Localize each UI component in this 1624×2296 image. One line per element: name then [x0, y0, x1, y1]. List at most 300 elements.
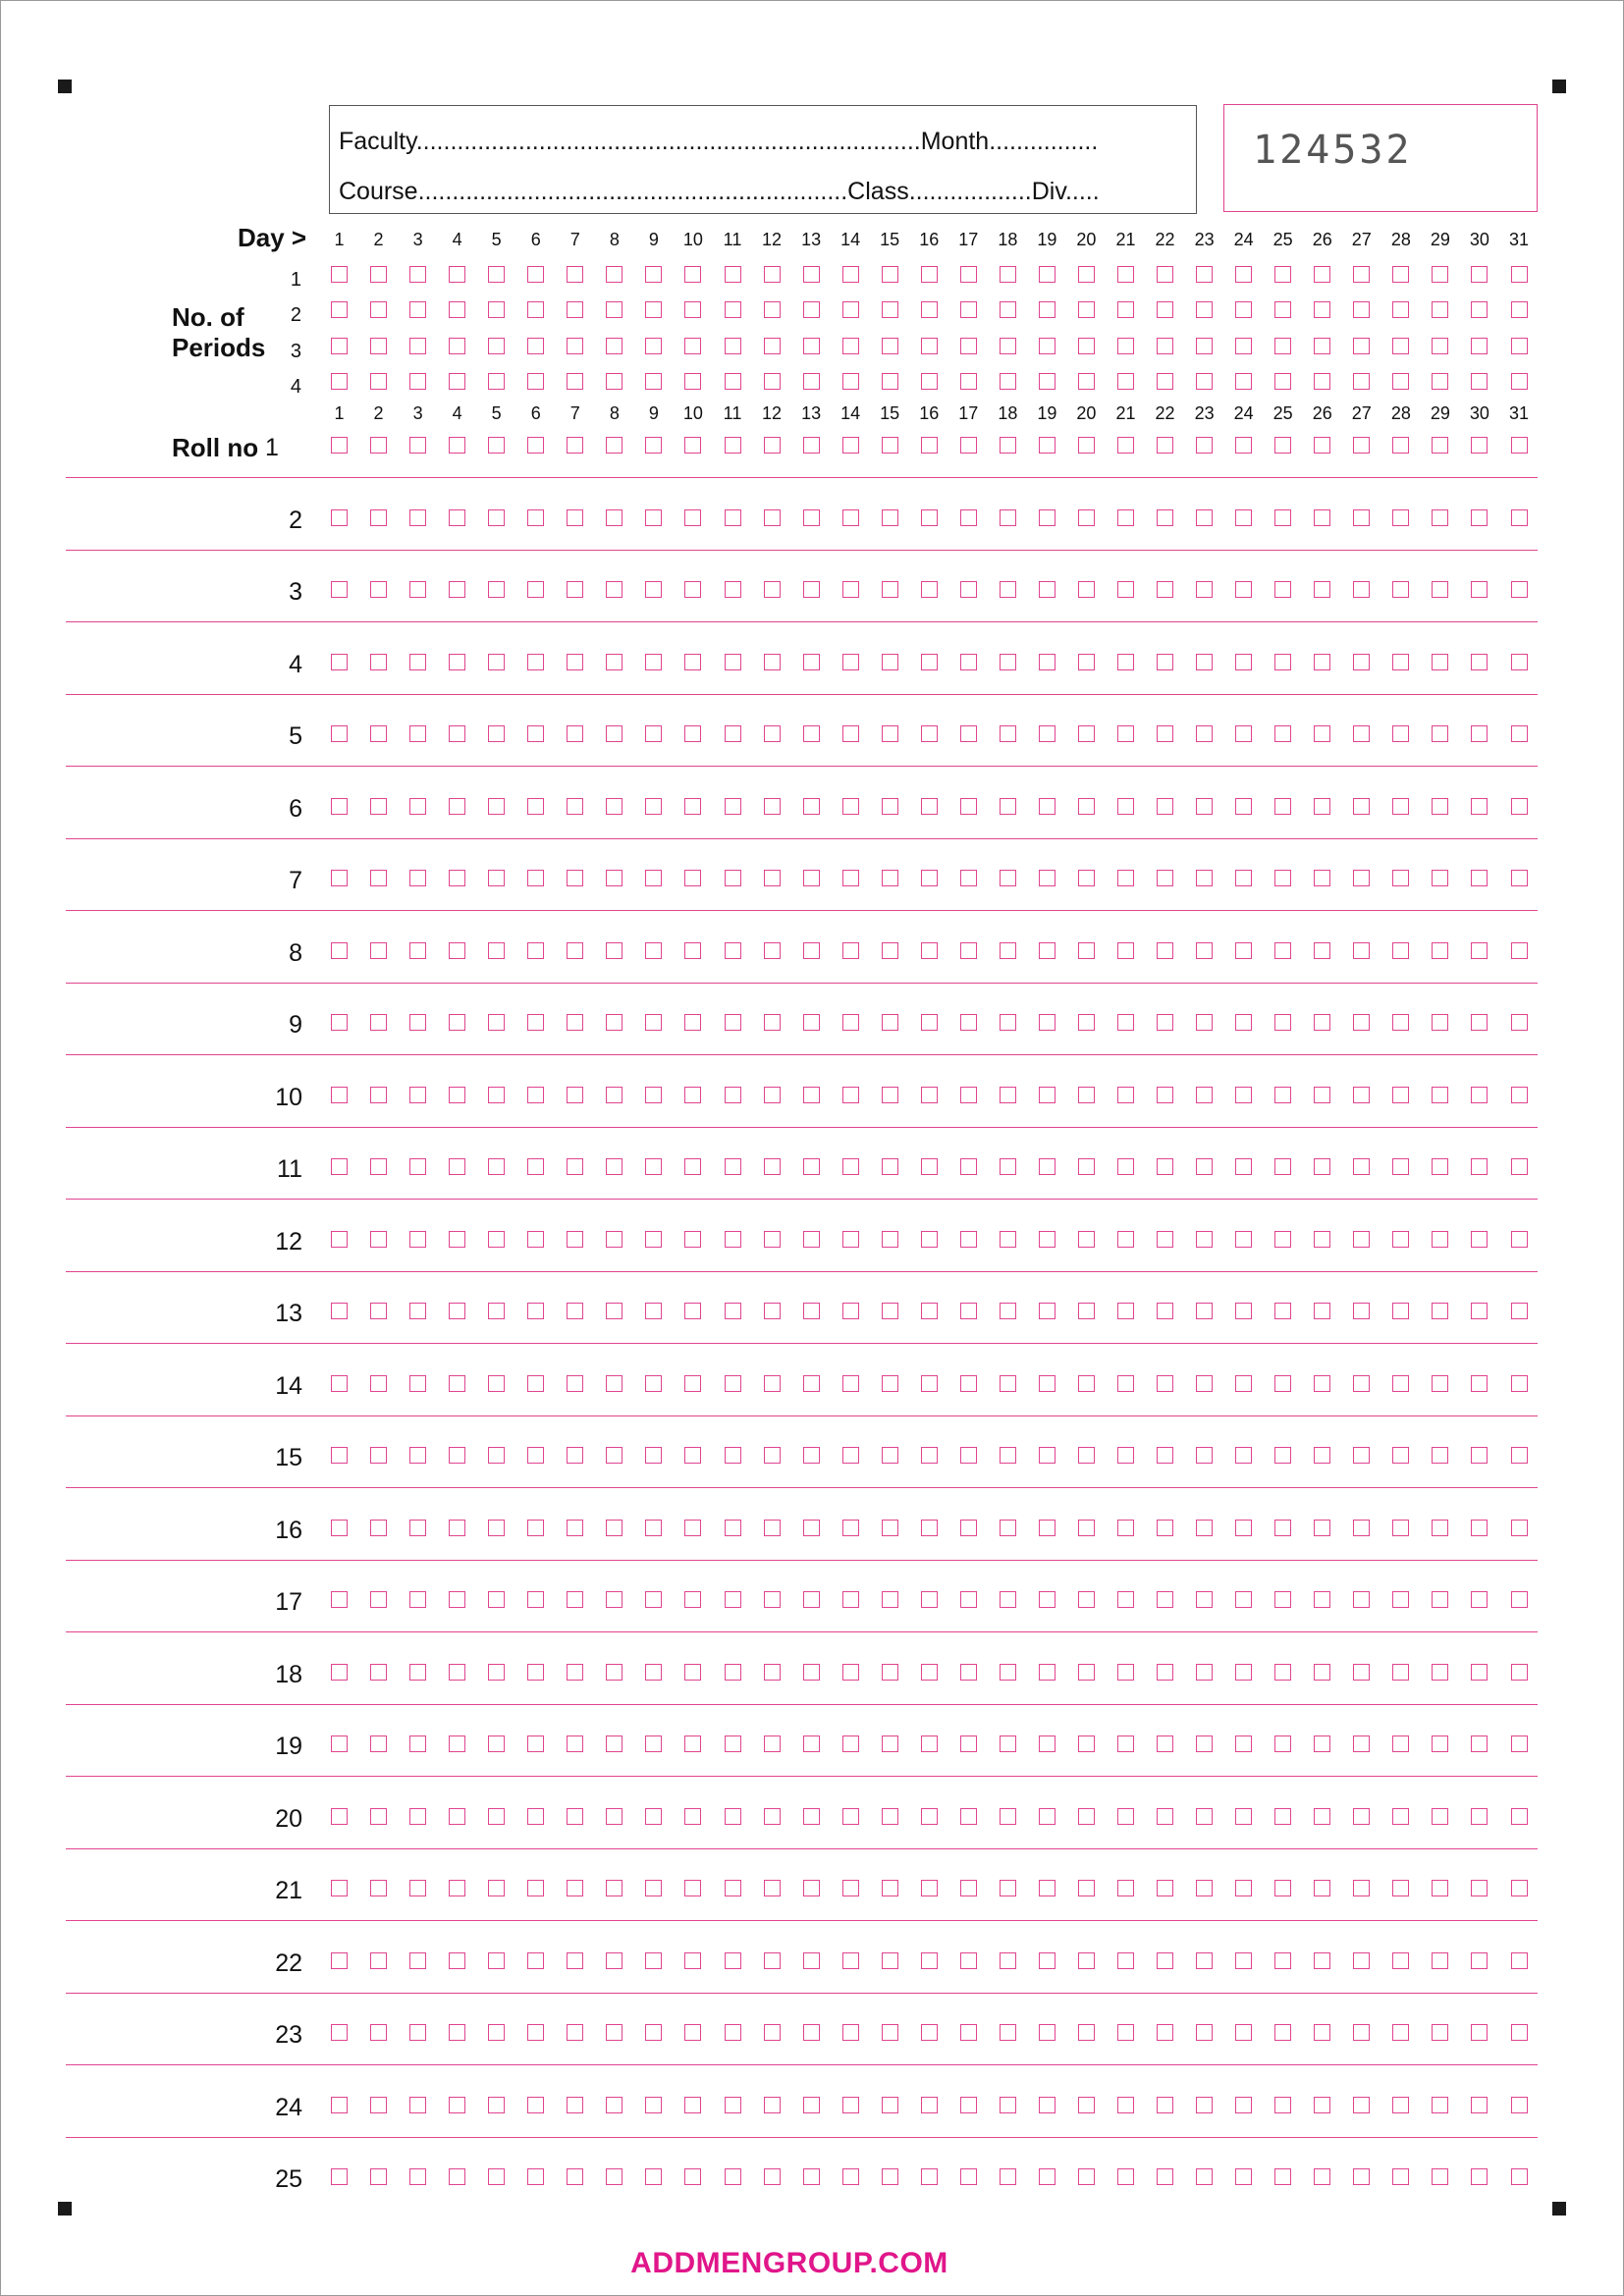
roll-23-day-3-checkbox[interactable] [409, 2024, 426, 2041]
roll-23-day-7-checkbox[interactable] [567, 2024, 583, 2041]
roll-3-day-10-checkbox[interactable] [684, 581, 701, 598]
roll-4-day-11-checkbox[interactable] [725, 654, 741, 670]
roll-6-day-8-checkbox[interactable] [606, 798, 623, 815]
roll-9-day-10-checkbox[interactable] [684, 1014, 701, 1031]
roll-10-day-20-checkbox[interactable] [1078, 1087, 1095, 1103]
period-2-day-13-checkbox[interactable] [803, 301, 820, 318]
period-2-day-30-checkbox[interactable] [1471, 301, 1488, 318]
roll-11-day-4-checkbox[interactable] [449, 1158, 465, 1175]
roll-20-day-26-checkbox[interactable] [1314, 1808, 1330, 1825]
roll-15-day-31-checkbox[interactable] [1511, 1447, 1528, 1464]
roll-21-day-14-checkbox[interactable] [842, 1880, 859, 1896]
roll-13-day-15-checkbox[interactable] [882, 1303, 898, 1319]
roll-18-day-21-checkbox[interactable] [1117, 1664, 1134, 1681]
roll-2-day-13-checkbox[interactable] [803, 509, 820, 526]
roll-4-day-15-checkbox[interactable] [882, 654, 898, 670]
period-4-day-27-checkbox[interactable] [1353, 373, 1370, 390]
roll-22-day-9-checkbox[interactable] [645, 1952, 662, 1969]
roll-2-day-21-checkbox[interactable] [1117, 509, 1134, 526]
roll-14-day-27-checkbox[interactable] [1353, 1375, 1370, 1392]
roll-9-day-20-checkbox[interactable] [1078, 1014, 1095, 1031]
roll-10-day-3-checkbox[interactable] [409, 1087, 426, 1103]
roll-24-day-29-checkbox[interactable] [1432, 2097, 1448, 2113]
roll-22-day-21-checkbox[interactable] [1117, 1952, 1134, 1969]
roll-22-day-20-checkbox[interactable] [1078, 1952, 1095, 1969]
period-2-day-1-checkbox[interactable] [331, 301, 348, 318]
roll-16-day-16-checkbox[interactable] [921, 1520, 938, 1536]
roll-11-day-9-checkbox[interactable] [645, 1158, 662, 1175]
period-2-day-18-checkbox[interactable] [1000, 301, 1016, 318]
roll-20-day-27-checkbox[interactable] [1353, 1808, 1370, 1825]
period-1-day-6-checkbox[interactable] [527, 266, 544, 283]
period-3-day-15-checkbox[interactable] [882, 338, 898, 354]
period-4-day-16-checkbox[interactable] [921, 373, 938, 390]
roll-6-day-26-checkbox[interactable] [1314, 798, 1330, 815]
roll-20-day-21-checkbox[interactable] [1117, 1808, 1134, 1825]
roll-21-day-8-checkbox[interactable] [606, 1880, 623, 1896]
roll-14-day-3-checkbox[interactable] [409, 1375, 426, 1392]
roll-4-day-5-checkbox[interactable] [488, 654, 505, 670]
roll-6-day-5-checkbox[interactable] [488, 798, 505, 815]
roll-10-day-8-checkbox[interactable] [606, 1087, 623, 1103]
period-1-day-12-checkbox[interactable] [764, 266, 781, 283]
roll-9-day-6-checkbox[interactable] [527, 1014, 544, 1031]
roll-19-day-22-checkbox[interactable] [1157, 1735, 1173, 1752]
roll-17-day-30-checkbox[interactable] [1471, 1591, 1488, 1608]
roll-19-day-17-checkbox[interactable] [960, 1735, 977, 1752]
roll-19-day-25-checkbox[interactable] [1274, 1735, 1291, 1752]
roll-20-day-10-checkbox[interactable] [684, 1808, 701, 1825]
period-1-day-1-checkbox[interactable] [331, 266, 348, 283]
roll-23-day-18-checkbox[interactable] [1000, 2024, 1016, 2041]
roll-1-day-16-checkbox[interactable] [921, 437, 938, 454]
roll-4-day-7-checkbox[interactable] [567, 654, 583, 670]
roll-5-day-11-checkbox[interactable] [725, 725, 741, 742]
roll-6-day-11-checkbox[interactable] [725, 798, 741, 815]
roll-18-day-3-checkbox[interactable] [409, 1664, 426, 1681]
roll-23-day-14-checkbox[interactable] [842, 2024, 859, 2041]
roll-18-day-7-checkbox[interactable] [567, 1664, 583, 1681]
roll-14-day-6-checkbox[interactable] [527, 1375, 544, 1392]
roll-1-day-27-checkbox[interactable] [1353, 437, 1370, 454]
roll-1-day-2-checkbox[interactable] [370, 437, 387, 454]
roll-9-day-3-checkbox[interactable] [409, 1014, 426, 1031]
roll-22-day-1-checkbox[interactable] [331, 1952, 348, 1969]
roll-25-day-24-checkbox[interactable] [1235, 2168, 1252, 2185]
roll-9-day-25-checkbox[interactable] [1274, 1014, 1291, 1031]
roll-22-day-17-checkbox[interactable] [960, 1952, 977, 1969]
roll-13-day-31-checkbox[interactable] [1511, 1303, 1528, 1319]
roll-6-day-18-checkbox[interactable] [1000, 798, 1016, 815]
period-1-day-19-checkbox[interactable] [1039, 266, 1056, 283]
roll-12-day-10-checkbox[interactable] [684, 1231, 701, 1248]
roll-25-day-28-checkbox[interactable] [1392, 2168, 1409, 2185]
roll-14-day-23-checkbox[interactable] [1196, 1375, 1213, 1392]
roll-14-day-14-checkbox[interactable] [842, 1375, 859, 1392]
roll-7-day-11-checkbox[interactable] [725, 870, 741, 886]
roll-17-day-31-checkbox[interactable] [1511, 1591, 1528, 1608]
roll-1-day-1-checkbox[interactable] [331, 437, 348, 454]
roll-19-day-8-checkbox[interactable] [606, 1735, 623, 1752]
roll-9-day-23-checkbox[interactable] [1196, 1014, 1213, 1031]
roll-3-day-20-checkbox[interactable] [1078, 581, 1095, 598]
roll-16-day-26-checkbox[interactable] [1314, 1520, 1330, 1536]
roll-14-day-13-checkbox[interactable] [803, 1375, 820, 1392]
roll-18-day-15-checkbox[interactable] [882, 1664, 898, 1681]
roll-6-day-17-checkbox[interactable] [960, 798, 977, 815]
roll-3-day-4-checkbox[interactable] [449, 581, 465, 598]
roll-8-day-19-checkbox[interactable] [1039, 942, 1056, 959]
roll-20-day-28-checkbox[interactable] [1392, 1808, 1409, 1825]
roll-15-day-1-checkbox[interactable] [331, 1447, 348, 1464]
roll-14-day-30-checkbox[interactable] [1471, 1375, 1488, 1392]
roll-6-day-4-checkbox[interactable] [449, 798, 465, 815]
roll-23-day-30-checkbox[interactable] [1471, 2024, 1488, 2041]
roll-11-day-26-checkbox[interactable] [1314, 1158, 1330, 1175]
roll-15-day-3-checkbox[interactable] [409, 1447, 426, 1464]
roll-12-day-1-checkbox[interactable] [331, 1231, 348, 1248]
roll-24-day-10-checkbox[interactable] [684, 2097, 701, 2113]
roll-8-day-23-checkbox[interactable] [1196, 942, 1213, 959]
roll-12-day-8-checkbox[interactable] [606, 1231, 623, 1248]
roll-3-day-8-checkbox[interactable] [606, 581, 623, 598]
roll-20-day-17-checkbox[interactable] [960, 1808, 977, 1825]
roll-4-day-26-checkbox[interactable] [1314, 654, 1330, 670]
roll-11-day-6-checkbox[interactable] [527, 1158, 544, 1175]
roll-16-day-29-checkbox[interactable] [1432, 1520, 1448, 1536]
period-2-day-20-checkbox[interactable] [1078, 301, 1095, 318]
roll-2-day-16-checkbox[interactable] [921, 509, 938, 526]
roll-1-day-24-checkbox[interactable] [1235, 437, 1252, 454]
roll-12-day-24-checkbox[interactable] [1235, 1231, 1252, 1248]
roll-6-day-13-checkbox[interactable] [803, 798, 820, 815]
roll-20-day-13-checkbox[interactable] [803, 1808, 820, 1825]
roll-6-day-24-checkbox[interactable] [1235, 798, 1252, 815]
roll-2-day-8-checkbox[interactable] [606, 509, 623, 526]
roll-4-day-9-checkbox[interactable] [645, 654, 662, 670]
period-3-day-9-checkbox[interactable] [645, 338, 662, 354]
roll-21-day-17-checkbox[interactable] [960, 1880, 977, 1896]
period-4-day-3-checkbox[interactable] [409, 373, 426, 390]
period-4-day-13-checkbox[interactable] [803, 373, 820, 390]
roll-18-day-18-checkbox[interactable] [1000, 1664, 1016, 1681]
roll-21-day-28-checkbox[interactable] [1392, 1880, 1409, 1896]
roll-19-day-30-checkbox[interactable] [1471, 1735, 1488, 1752]
roll-16-day-21-checkbox[interactable] [1117, 1520, 1134, 1536]
roll-5-day-5-checkbox[interactable] [488, 725, 505, 742]
roll-19-day-1-checkbox[interactable] [331, 1735, 348, 1752]
roll-25-day-25-checkbox[interactable] [1274, 2168, 1291, 2185]
roll-10-day-11-checkbox[interactable] [725, 1087, 741, 1103]
roll-16-day-19-checkbox[interactable] [1039, 1520, 1056, 1536]
roll-6-day-9-checkbox[interactable] [645, 798, 662, 815]
period-1-day-13-checkbox[interactable] [803, 266, 820, 283]
roll-23-day-15-checkbox[interactable] [882, 2024, 898, 2041]
roll-23-day-10-checkbox[interactable] [684, 2024, 701, 2041]
roll-18-day-5-checkbox[interactable] [488, 1664, 505, 1681]
roll-7-day-28-checkbox[interactable] [1392, 870, 1409, 886]
roll-7-day-7-checkbox[interactable] [567, 870, 583, 886]
roll-9-day-4-checkbox[interactable] [449, 1014, 465, 1031]
roll-9-day-18-checkbox[interactable] [1000, 1014, 1016, 1031]
roll-12-day-11-checkbox[interactable] [725, 1231, 741, 1248]
roll-19-day-4-checkbox[interactable] [449, 1735, 465, 1752]
roll-14-day-24-checkbox[interactable] [1235, 1375, 1252, 1392]
roll-6-day-28-checkbox[interactable] [1392, 798, 1409, 815]
roll-8-day-28-checkbox[interactable] [1392, 942, 1409, 959]
roll-12-day-2-checkbox[interactable] [370, 1231, 387, 1248]
roll-6-day-14-checkbox[interactable] [842, 798, 859, 815]
roll-9-day-29-checkbox[interactable] [1432, 1014, 1448, 1031]
roll-18-day-16-checkbox[interactable] [921, 1664, 938, 1681]
roll-20-day-9-checkbox[interactable] [645, 1808, 662, 1825]
roll-14-day-12-checkbox[interactable] [764, 1375, 781, 1392]
roll-5-day-17-checkbox[interactable] [960, 725, 977, 742]
roll-3-day-1-checkbox[interactable] [331, 581, 348, 598]
roll-13-day-19-checkbox[interactable] [1039, 1303, 1056, 1319]
period-3-day-6-checkbox[interactable] [527, 338, 544, 354]
roll-1-day-14-checkbox[interactable] [842, 437, 859, 454]
period-1-day-23-checkbox[interactable] [1196, 266, 1213, 283]
period-3-day-17-checkbox[interactable] [960, 338, 977, 354]
roll-10-day-23-checkbox[interactable] [1196, 1087, 1213, 1103]
roll-9-day-31-checkbox[interactable] [1511, 1014, 1528, 1031]
roll-24-day-9-checkbox[interactable] [645, 2097, 662, 2113]
roll-24-day-13-checkbox[interactable] [803, 2097, 820, 2113]
roll-2-day-31-checkbox[interactable] [1511, 509, 1528, 526]
period-3-day-14-checkbox[interactable] [842, 338, 859, 354]
roll-8-day-13-checkbox[interactable] [803, 942, 820, 959]
roll-21-day-7-checkbox[interactable] [567, 1880, 583, 1896]
roll-14-day-19-checkbox[interactable] [1039, 1375, 1056, 1392]
period-3-day-22-checkbox[interactable] [1157, 338, 1173, 354]
period-2-day-14-checkbox[interactable] [842, 301, 859, 318]
faculty-month-line[interactable]: Faculty..........................................................................Month................ [339, 128, 1099, 155]
roll-3-day-27-checkbox[interactable] [1353, 581, 1370, 598]
roll-11-day-14-checkbox[interactable] [842, 1158, 859, 1175]
roll-21-day-31-checkbox[interactable] [1511, 1880, 1528, 1896]
period-2-day-27-checkbox[interactable] [1353, 301, 1370, 318]
roll-11-day-3-checkbox[interactable] [409, 1158, 426, 1175]
period-3-day-1-checkbox[interactable] [331, 338, 348, 354]
period-4-day-17-checkbox[interactable] [960, 373, 977, 390]
roll-18-day-22-checkbox[interactable] [1157, 1664, 1173, 1681]
roll-18-day-17-checkbox[interactable] [960, 1664, 977, 1681]
roll-6-day-16-checkbox[interactable] [921, 798, 938, 815]
roll-6-day-25-checkbox[interactable] [1274, 798, 1291, 815]
period-1-day-11-checkbox[interactable] [725, 266, 741, 283]
roll-16-day-9-checkbox[interactable] [645, 1520, 662, 1536]
period-3-day-11-checkbox[interactable] [725, 338, 741, 354]
roll-2-day-1-checkbox[interactable] [331, 509, 348, 526]
period-1-day-15-checkbox[interactable] [882, 266, 898, 283]
period-1-day-25-checkbox[interactable] [1274, 266, 1291, 283]
roll-7-day-2-checkbox[interactable] [370, 870, 387, 886]
roll-13-day-3-checkbox[interactable] [409, 1303, 426, 1319]
roll-16-day-10-checkbox[interactable] [684, 1520, 701, 1536]
roll-2-day-5-checkbox[interactable] [488, 509, 505, 526]
period-2-day-31-checkbox[interactable] [1511, 301, 1528, 318]
period-4-day-18-checkbox[interactable] [1000, 373, 1016, 390]
roll-15-day-24-checkbox[interactable] [1235, 1447, 1252, 1464]
roll-25-day-12-checkbox[interactable] [764, 2168, 781, 2185]
roll-23-day-13-checkbox[interactable] [803, 2024, 820, 2041]
roll-17-day-2-checkbox[interactable] [370, 1591, 387, 1608]
roll-18-day-11-checkbox[interactable] [725, 1664, 741, 1681]
roll-21-day-9-checkbox[interactable] [645, 1880, 662, 1896]
period-2-day-4-checkbox[interactable] [449, 301, 465, 318]
roll-10-day-24-checkbox[interactable] [1235, 1087, 1252, 1103]
roll-2-day-7-checkbox[interactable] [567, 509, 583, 526]
roll-18-day-1-checkbox[interactable] [331, 1664, 348, 1681]
roll-7-day-23-checkbox[interactable] [1196, 870, 1213, 886]
roll-23-day-8-checkbox[interactable] [606, 2024, 623, 2041]
roll-15-day-8-checkbox[interactable] [606, 1447, 623, 1464]
period-1-day-29-checkbox[interactable] [1432, 266, 1448, 283]
roll-5-day-25-checkbox[interactable] [1274, 725, 1291, 742]
roll-7-day-13-checkbox[interactable] [803, 870, 820, 886]
roll-9-day-26-checkbox[interactable] [1314, 1014, 1330, 1031]
roll-6-day-20-checkbox[interactable] [1078, 798, 1095, 815]
roll-17-day-5-checkbox[interactable] [488, 1591, 505, 1608]
roll-2-day-30-checkbox[interactable] [1471, 509, 1488, 526]
roll-10-day-1-checkbox[interactable] [331, 1087, 348, 1103]
roll-13-day-11-checkbox[interactable] [725, 1303, 741, 1319]
roll-4-day-13-checkbox[interactable] [803, 654, 820, 670]
roll-25-day-29-checkbox[interactable] [1432, 2168, 1448, 2185]
roll-3-day-25-checkbox[interactable] [1274, 581, 1291, 598]
period-2-day-23-checkbox[interactable] [1196, 301, 1213, 318]
roll-10-day-19-checkbox[interactable] [1039, 1087, 1056, 1103]
roll-22-day-13-checkbox[interactable] [803, 1952, 820, 1969]
roll-24-day-18-checkbox[interactable] [1000, 2097, 1016, 2113]
roll-1-day-18-checkbox[interactable] [1000, 437, 1016, 454]
roll-5-day-9-checkbox[interactable] [645, 725, 662, 742]
roll-2-day-3-checkbox[interactable] [409, 509, 426, 526]
roll-18-day-2-checkbox[interactable] [370, 1664, 387, 1681]
period-4-day-24-checkbox[interactable] [1235, 373, 1252, 390]
roll-17-day-22-checkbox[interactable] [1157, 1591, 1173, 1608]
roll-7-day-3-checkbox[interactable] [409, 870, 426, 886]
roll-14-day-22-checkbox[interactable] [1157, 1375, 1173, 1392]
roll-10-day-6-checkbox[interactable] [527, 1087, 544, 1103]
period-4-day-26-checkbox[interactable] [1314, 373, 1330, 390]
roll-5-day-18-checkbox[interactable] [1000, 725, 1016, 742]
period-3-day-30-checkbox[interactable] [1471, 338, 1488, 354]
roll-22-day-30-checkbox[interactable] [1471, 1952, 1488, 1969]
roll-3-day-26-checkbox[interactable] [1314, 581, 1330, 598]
roll-21-day-27-checkbox[interactable] [1353, 1880, 1370, 1896]
roll-16-day-13-checkbox[interactable] [803, 1520, 820, 1536]
roll-14-day-1-checkbox[interactable] [331, 1375, 348, 1392]
roll-20-day-14-checkbox[interactable] [842, 1808, 859, 1825]
roll-20-day-31-checkbox[interactable] [1511, 1808, 1528, 1825]
roll-11-day-25-checkbox[interactable] [1274, 1158, 1291, 1175]
roll-17-day-24-checkbox[interactable] [1235, 1591, 1252, 1608]
roll-11-day-20-checkbox[interactable] [1078, 1158, 1095, 1175]
roll-19-day-12-checkbox[interactable] [764, 1735, 781, 1752]
roll-13-day-28-checkbox[interactable] [1392, 1303, 1409, 1319]
roll-23-day-1-checkbox[interactable] [331, 2024, 348, 2041]
roll-9-day-9-checkbox[interactable] [645, 1014, 662, 1031]
roll-5-day-31-checkbox[interactable] [1511, 725, 1528, 742]
roll-18-day-24-checkbox[interactable] [1235, 1664, 1252, 1681]
roll-5-day-30-checkbox[interactable] [1471, 725, 1488, 742]
roll-23-day-16-checkbox[interactable] [921, 2024, 938, 2041]
roll-20-day-7-checkbox[interactable] [567, 1808, 583, 1825]
roll-23-day-22-checkbox[interactable] [1157, 2024, 1173, 2041]
roll-14-day-16-checkbox[interactable] [921, 1375, 938, 1392]
roll-21-day-30-checkbox[interactable] [1471, 1880, 1488, 1896]
roll-17-day-14-checkbox[interactable] [842, 1591, 859, 1608]
period-2-day-8-checkbox[interactable] [606, 301, 623, 318]
roll-11-day-22-checkbox[interactable] [1157, 1158, 1173, 1175]
roll-24-day-26-checkbox[interactable] [1314, 2097, 1330, 2113]
roll-14-day-11-checkbox[interactable] [725, 1375, 741, 1392]
roll-20-day-6-checkbox[interactable] [527, 1808, 544, 1825]
roll-5-day-4-checkbox[interactable] [449, 725, 465, 742]
roll-19-day-11-checkbox[interactable] [725, 1735, 741, 1752]
period-2-day-6-checkbox[interactable] [527, 301, 544, 318]
roll-6-day-12-checkbox[interactable] [764, 798, 781, 815]
roll-15-day-18-checkbox[interactable] [1000, 1447, 1016, 1464]
roll-5-day-1-checkbox[interactable] [331, 725, 348, 742]
roll-3-day-29-checkbox[interactable] [1432, 581, 1448, 598]
roll-15-day-12-checkbox[interactable] [764, 1447, 781, 1464]
roll-17-day-1-checkbox[interactable] [331, 1591, 348, 1608]
roll-15-day-21-checkbox[interactable] [1117, 1447, 1134, 1464]
roll-18-day-9-checkbox[interactable] [645, 1664, 662, 1681]
period-3-day-28-checkbox[interactable] [1392, 338, 1409, 354]
roll-20-day-5-checkbox[interactable] [488, 1808, 505, 1825]
roll-1-day-22-checkbox[interactable] [1157, 437, 1173, 454]
period-1-day-7-checkbox[interactable] [567, 266, 583, 283]
roll-16-day-1-checkbox[interactable] [331, 1520, 348, 1536]
roll-24-day-3-checkbox[interactable] [409, 2097, 426, 2113]
roll-4-day-27-checkbox[interactable] [1353, 654, 1370, 670]
roll-22-day-4-checkbox[interactable] [449, 1952, 465, 1969]
roll-4-day-14-checkbox[interactable] [842, 654, 859, 670]
roll-20-day-8-checkbox[interactable] [606, 1808, 623, 1825]
roll-15-day-29-checkbox[interactable] [1432, 1447, 1448, 1464]
roll-7-day-20-checkbox[interactable] [1078, 870, 1095, 886]
roll-7-day-16-checkbox[interactable] [921, 870, 938, 886]
roll-24-day-6-checkbox[interactable] [527, 2097, 544, 2113]
roll-12-day-18-checkbox[interactable] [1000, 1231, 1016, 1248]
roll-23-day-19-checkbox[interactable] [1039, 2024, 1056, 2041]
period-3-day-16-checkbox[interactable] [921, 338, 938, 354]
roll-10-day-22-checkbox[interactable] [1157, 1087, 1173, 1103]
roll-23-day-17-checkbox[interactable] [960, 2024, 977, 2041]
roll-13-day-30-checkbox[interactable] [1471, 1303, 1488, 1319]
roll-7-day-25-checkbox[interactable] [1274, 870, 1291, 886]
roll-8-day-22-checkbox[interactable] [1157, 942, 1173, 959]
roll-19-day-29-checkbox[interactable] [1432, 1735, 1448, 1752]
roll-19-day-23-checkbox[interactable] [1196, 1735, 1213, 1752]
roll-22-day-25-checkbox[interactable] [1274, 1952, 1291, 1969]
roll-14-day-10-checkbox[interactable] [684, 1375, 701, 1392]
roll-11-day-24-checkbox[interactable] [1235, 1158, 1252, 1175]
roll-10-day-13-checkbox[interactable] [803, 1087, 820, 1103]
period-1-day-28-checkbox[interactable] [1392, 266, 1409, 283]
roll-15-day-26-checkbox[interactable] [1314, 1447, 1330, 1464]
roll-13-day-25-checkbox[interactable] [1274, 1303, 1291, 1319]
roll-1-day-29-checkbox[interactable] [1432, 437, 1448, 454]
roll-15-day-5-checkbox[interactable] [488, 1447, 505, 1464]
roll-21-day-19-checkbox[interactable] [1039, 1880, 1056, 1896]
roll-4-day-8-checkbox[interactable] [606, 654, 623, 670]
roll-22-day-27-checkbox[interactable] [1353, 1952, 1370, 1969]
